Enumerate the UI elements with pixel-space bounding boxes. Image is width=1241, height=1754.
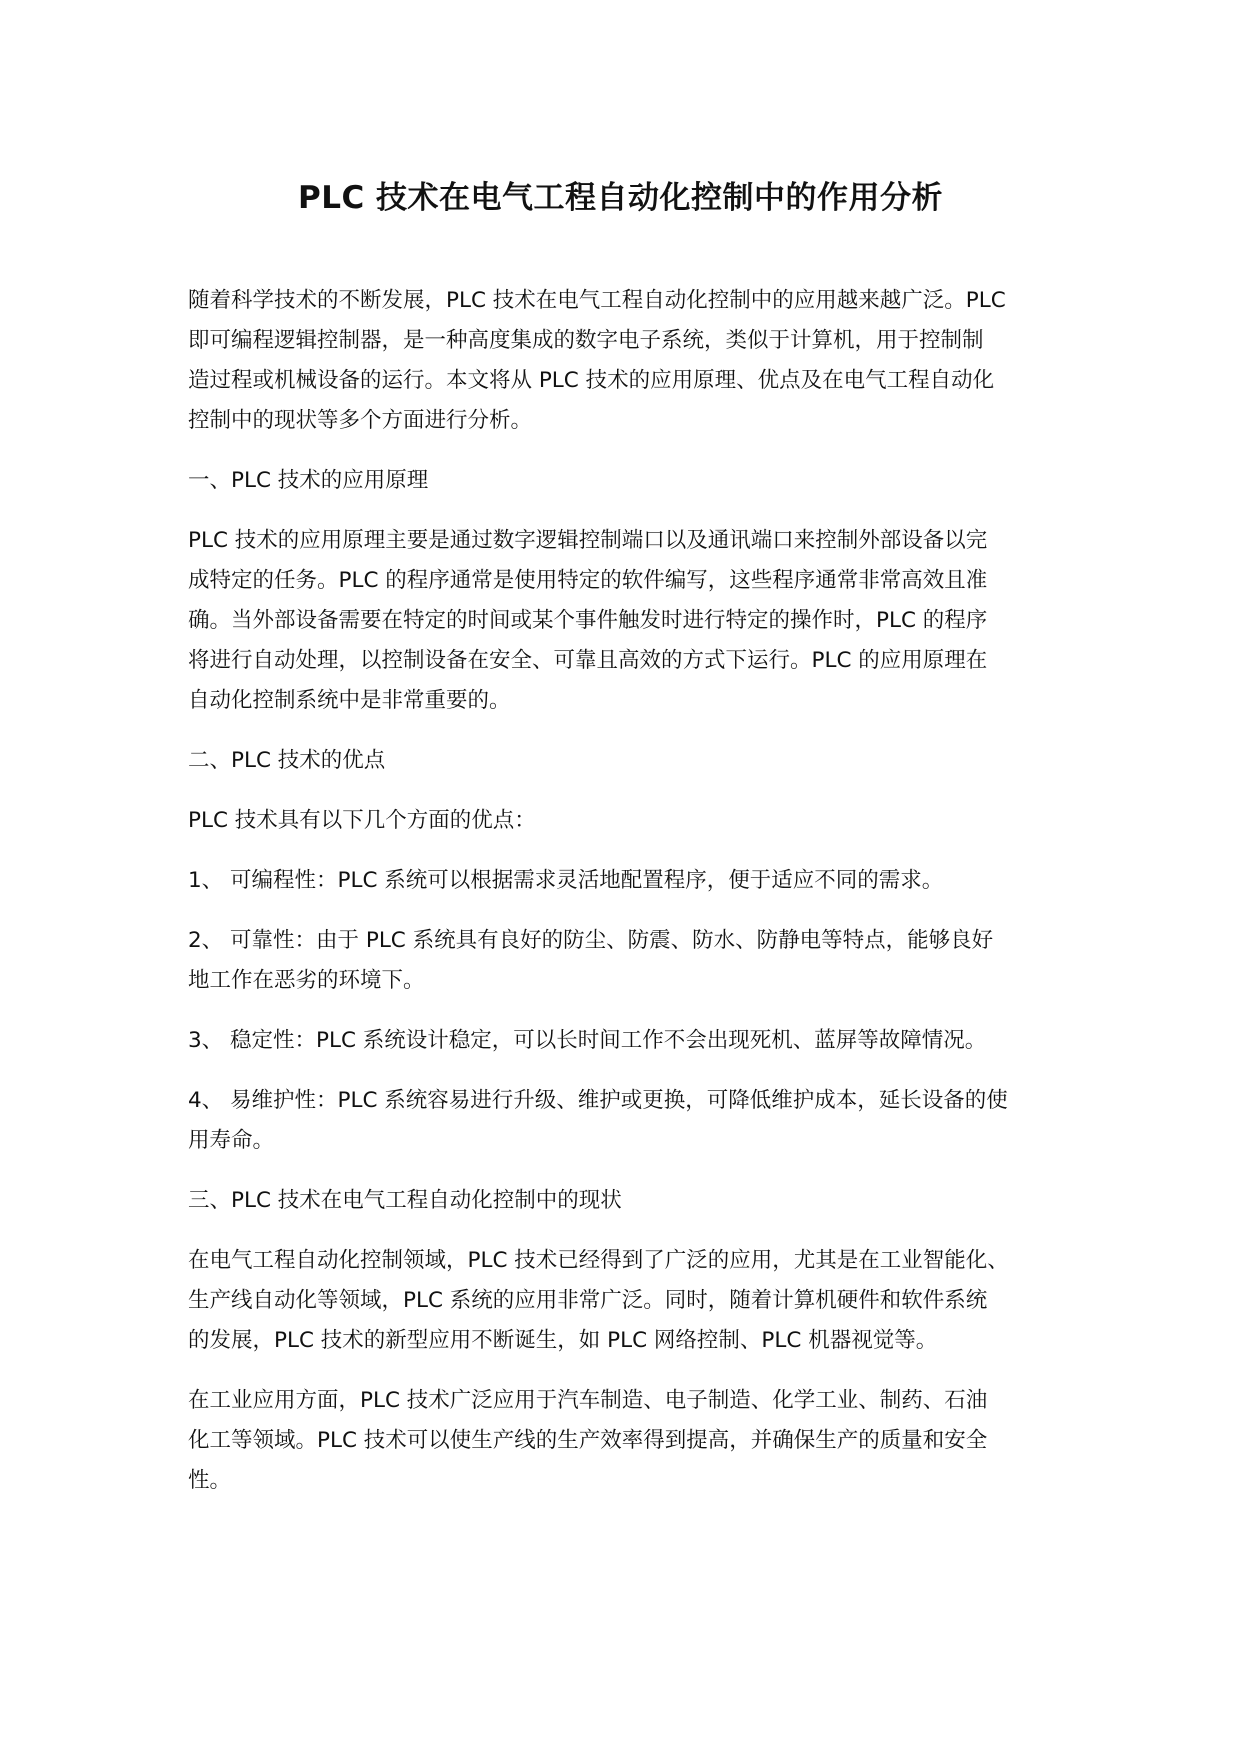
document-title: PLC 技术在电气工程自动化控制中的作用分析 [297, 180, 943, 216]
principle-paragraph: PLC 技术的应用原理主要是通过数字逻辑控制端口以及通讯端口来控制外部设备以完 成特定的任务。PLC 的程序通常是使用特定的软件编写，这些程序通常非常高效且准 确。当外部设备需要在特定的时间或某个事件触发时进行特定的操作时，PLC 的程序 将进行自动处理，以控制设备在安全、可靠且高效的方式下运行。PLC 的应用原理在 自动化控制系统中是非常重要的。 [188, 528, 988, 713]
list-item-stability: 3、 稳定性：PLC 系统设计稳定，可以长时间工作不会出现死机、蓝屏等故障情况。 [188, 1028, 987, 1053]
section-heading-advantages: 二、PLC 技术的优点 [188, 748, 386, 773]
document-body [188, 281, 1068, 1501]
intro-paragraph: 随着科学技术的不断发展，PLC 技术在电气工程自动化控制中的应用越来越广泛。PLC 即可编程逻辑控制器，是一种高度集成的数字电子系统，类似于计算机，用于控制制 造过程或机械设备的运行。本文将从 PLC 技术的应用原理、优点及在电气工程自动化 控制中的现状等多个方面进行分析。 [188, 288, 1006, 433]
advantages-intro: PLC 技术具有以下几个方面的优点： [188, 808, 536, 833]
section-heading-status: 三、PLC 技术在电气工程自动化控制中的现状 [188, 1188, 622, 1213]
list-item-maintainability: 4、 易维护性：PLC 系统容易进行升级、维护或更换，可降低维护成本，延长设备的使 用寿命。 [188, 1088, 1008, 1153]
list-item-programmability: 1、 可编程性：PLC 系统可以根据需求灵活地配置程序，便于适应不同的需求。 [188, 868, 944, 893]
industry-paragraph: 在工业应用方面，PLC 技术广泛应用于汽车制造、电子制造、化学工业、制药、石油 化工等领域。PLC 技术可以使生产线的生产效率得到提高，并确保生产的质量和安全 性。 [188, 1388, 988, 1493]
status-paragraph: 在电气工程自动化控制领域，PLC 技术已经得到了广泛的应用，尤其是在工业智能化、 生产线自动化等领域，PLC 系统的应用非常广泛。同时，随着计算机硬件和软件系统 的发展，PLC 技术的新型应用不断诞生，如 PLC 网络控制、PLC 机器视觉等。 [188, 1248, 1009, 1353]
section-heading-principle: 一、PLC 技术的应用原理 [188, 468, 429, 493]
list-item-reliability: 2、 可靠性：由于 PLC 系统具有良好的防尘、防震、防水、防静电等特点，能够良好 地工作在恶劣的环境下。 [188, 928, 994, 993]
